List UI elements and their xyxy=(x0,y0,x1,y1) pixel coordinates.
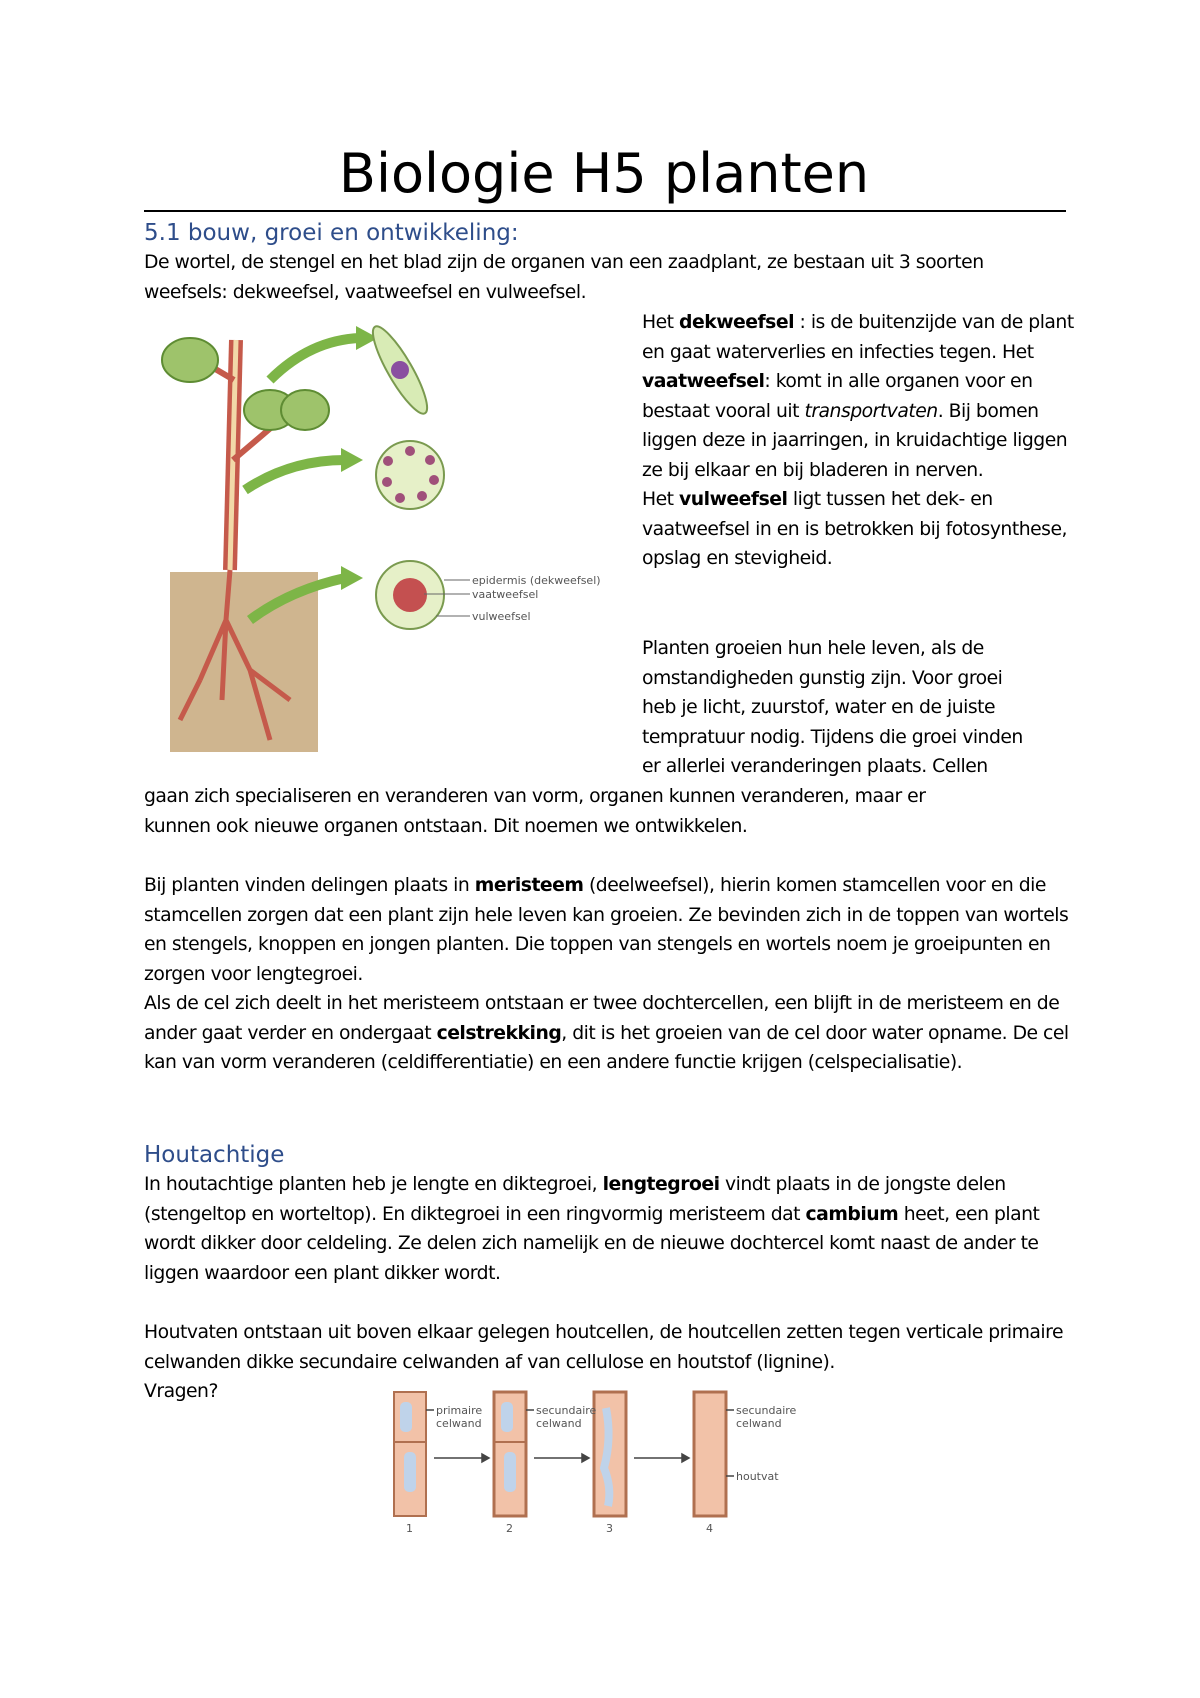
leaf-left xyxy=(162,338,218,382)
svg-text:secundaire: secundaire xyxy=(536,1404,597,1417)
title-rule xyxy=(144,210,1066,212)
page-title: Biologie H5 planten xyxy=(338,142,870,205)
paragraph-celstrekking: Als de cel zich deelt in het meristeem ontstaan er twee dochtercellen, een blijft in de meristeem en de ander gaat verder en ondergaat celstrekking, dit is het groeien van de cel door water opname. De cel kan van vorm veranderen (celdifferentiatie) en een andere functie krijgen (celspecialisatie). xyxy=(144,993,1069,1073)
paragraph-vulweefsel: Het vulweefsel ligt tussen het dek- en vaatweefsel in en is betrokken bij fotosynthese, opslag en stevigheid. xyxy=(642,489,1067,569)
svg-text:houtvat: houtvat xyxy=(736,1470,779,1483)
term-dekweefsel: dekweefsel xyxy=(679,312,795,333)
svg-text:1: 1 xyxy=(406,1522,413,1535)
arrow-stem xyxy=(245,460,345,490)
paragraph-houtvaten: Houtvaten ontstaan uit boven elkaar gelegen houtcellen, de houtcellen zetten tegen verticale primaire celwanden dikke secundaire celwanden af van cellulose en houtstof (lignine). Vragen? xyxy=(144,1318,1074,1407)
arrow-leaf xyxy=(270,338,360,380)
right-column-tissues xyxy=(642,308,1076,574)
term-celstrekking: celstrekking xyxy=(436,1022,562,1044)
label-epidermis: epidermis (dekweefsel) xyxy=(472,574,601,587)
svg-text:secundaire: secundaire xyxy=(736,1404,797,1417)
svg-text:primaire: primaire xyxy=(436,1404,483,1417)
term-meristeem: meristeem xyxy=(474,875,584,896)
wood-cell-figure xyxy=(390,1388,830,1538)
term-lengtegroei: lengtegroei xyxy=(602,1174,720,1195)
paragraph-meristeem: Bij planten vinden delingen plaats in meristeem (deelweefsel), hierin komen stamcellen voor en die stamcellen zorgen dat een plant zijn hele leven kan groeien. Ze bevinden zich in de toppen van wortels en stengels, knoppen en jongen planten. Die toppen van stengels en wortels noem je groeipunten en zorgen voor lengtegroei. Als de cel zich deelt in het meristeem ontstaan er twee dochtercellen, een blijft in de meristeem en de ander gaat verder en ondergaat celstrekking, dit is het groeien van de cel door water opname. De cel kan van vorm veranderen (celdifferentiatie) en een andere functie krijgen (celspecialisatie). xyxy=(144,871,1074,1078)
cell-stage-4 xyxy=(694,1392,726,1516)
paragraph-dekweefsel: Het dekweefsel : is de buitenzijde van de plant en gaat waterverlies en infecties tegen. Het vaatweefsel: komt in alle organen voor en bestaat vooral uit transportvaten. Bij bomen liggen deze in jaarringen, in kruidachtige liggen ze bij elkaar en bij bladeren in nerven. xyxy=(642,312,1074,481)
cell-stage-3 xyxy=(594,1392,626,1516)
intro-line-1: De wortel, de stengel en het blad zijn de organen van een zaadplant, ze bestaan uit 3 soorten xyxy=(144,252,984,273)
right-column-growth: Planten groeien hun hele leven, als de omstandigheden gunstig zijn. Voor groei heb je licht, zuurstof, water en de juiste tempratuur nodig. Tijdens die groei vinden er allerlei veranderingen plaats. Cellen xyxy=(642,638,1023,777)
term-transportvaten: transportvaten xyxy=(804,400,938,422)
svg-text:4: 4 xyxy=(706,1522,713,1535)
section-heading-houtachtige: Houtachtige xyxy=(144,1142,285,1168)
label-vaatweefsel: vaatweefsel xyxy=(472,588,539,601)
svg-text:3: 3 xyxy=(606,1522,613,1535)
svg-text:2: 2 xyxy=(506,1522,513,1535)
svg-text:celwand: celwand xyxy=(436,1417,482,1430)
intro-paragraph xyxy=(144,248,1074,307)
paragraph-houtachtige: In houtachtige planten heb je lengte en diktegroei, lengtegroei vindt plaats in de jongste delen (stengeltop en worteltop). En diktegroei in een ringvormig meristeem dat cambium heet, een plant wordt dikker door celdeling. Ze delen zich namelijk en de nieuwe dochtercel komt naast de ander te liggen waardoor een plant dikker wordt. xyxy=(144,1174,1040,1284)
term-vulweefsel: vulweefsel xyxy=(679,489,788,510)
svg-text:celwand: celwand xyxy=(736,1417,782,1430)
plant-tissue-figure xyxy=(160,320,620,760)
term-cambium: cambium xyxy=(805,1203,899,1225)
label-vulweefsel: vulweefsel xyxy=(472,610,531,623)
vragen-text: Vragen? xyxy=(144,1381,218,1402)
intro-line-2: weefsels: dekweefsel, vaatweefsel en vulweefsel. xyxy=(144,281,587,303)
term-vaatweefsel: vaatweefsel xyxy=(642,371,765,392)
cell-stage-1 xyxy=(394,1392,426,1516)
growth-continued: gaan zich specialiseren en veranderen van vorm, organen kunnen veranderen, maar er kunnen ook nieuwe organen ontstaan. Dit noemen we ontwikkelen. xyxy=(144,786,926,837)
svg-text:celwand: celwand xyxy=(536,1417,582,1430)
leaf-right xyxy=(281,390,329,430)
cell-stage-2 xyxy=(494,1392,526,1516)
section-heading-bouw: 5.1 bouw, groei en ontwikkeling: xyxy=(144,220,519,246)
